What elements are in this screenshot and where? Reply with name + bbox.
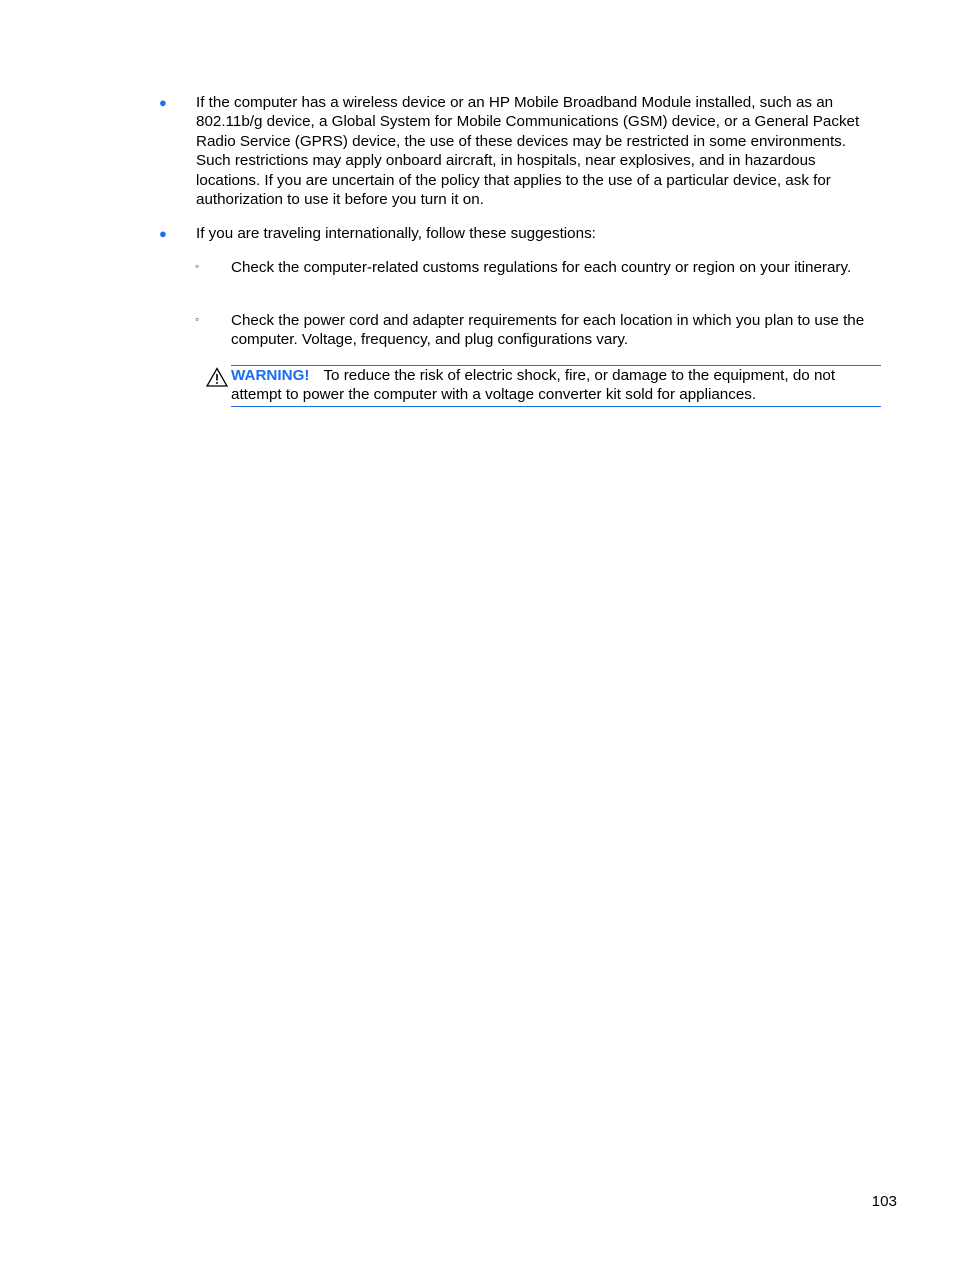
sub-bullet-text: Check the power cord and adapter requirements for each location in which you plan to use the computer. Voltage, frequency, and plug configurations vary. bbox=[231, 312, 865, 349]
bullet-text: If you are traveling internationally, follow these suggestions: bbox=[196, 225, 596, 242]
sub-bullet-marker: ◦ bbox=[195, 312, 200, 326]
sub-bullet-text: Check the computer-related customs regulations for each country or region on your itinerary. bbox=[231, 259, 852, 276]
sub-bullet-customs bbox=[195, 258, 881, 277]
bullet-text: If the computer has a wireless device or an HP Mobile Broadband Module installed, such as an 802.11b/g device, a Global System for Mobile Communications (GSM) device, or a General Packet Radio Service (GPRS) device, the use of these devices may be restricted in some environments. Such restrictions may apply onboard aircraft, in hospitals, near explosives, and in hazardous locations. If you are uncertain of the policy that applies to the use of a particular device, ask for authorization to use it before you turn it on. bbox=[196, 94, 860, 209]
sub-bullet-marker: ◦ bbox=[195, 259, 200, 273]
bullet-marker: ● bbox=[159, 95, 167, 110]
bullet-item-wireless bbox=[159, 93, 880, 209]
warning-box bbox=[231, 365, 881, 407]
warning-triangle-icon bbox=[206, 367, 228, 387]
page-number: 103 bbox=[871, 1193, 897, 1210]
bullet-marker: ● bbox=[159, 226, 167, 241]
warning-text: To reduce the risk of electric shock, fire, or damage to the equipment, do not attempt to power the computer with a voltage converter kit sold for appliances. bbox=[231, 367, 836, 404]
bullet-item-international bbox=[159, 224, 880, 243]
sub-bullet-power-cord bbox=[195, 311, 881, 350]
warning-label: WARNING! bbox=[231, 367, 310, 384]
